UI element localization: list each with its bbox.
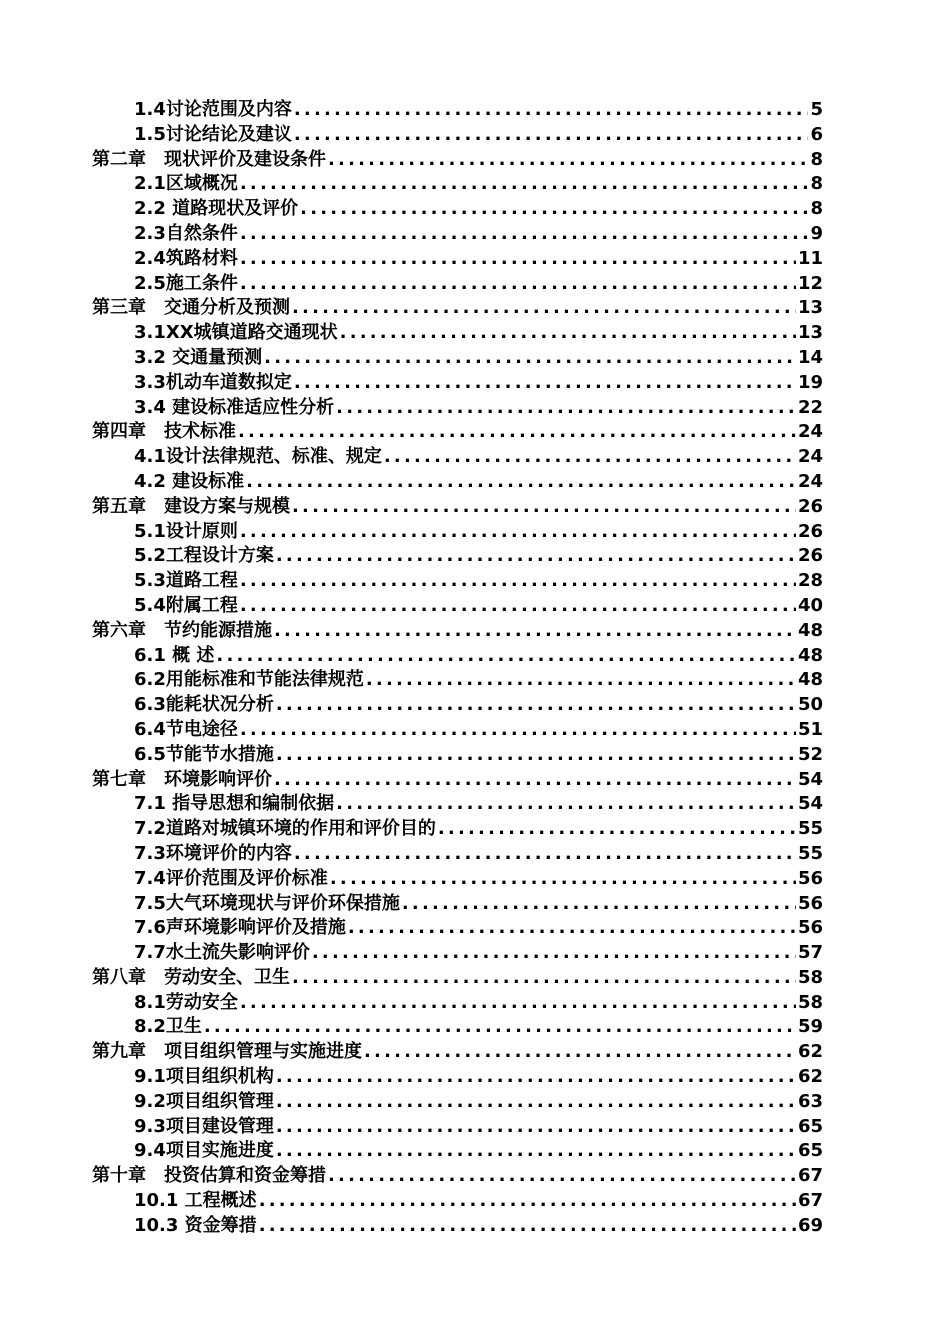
toc-chapter-entry[interactable] — [92, 1164, 823, 1189]
toc-page-number: 56 — [797, 892, 823, 914]
toc-section-entry[interactable] — [92, 321, 823, 346]
toc-page-number: 8 — [810, 148, 823, 170]
toc-dot-leader — [264, 346, 796, 371]
toc-entry-title: 6.4节电途径 — [134, 718, 238, 740]
toc-section-entry[interactable] — [92, 1115, 823, 1140]
toc-dot-leader — [274, 768, 796, 793]
toc-entry-title: 2.2 道路现状及评价 — [134, 198, 299, 220]
toc-section-entry[interactable] — [92, 941, 823, 966]
toc-section-entry[interactable] — [92, 1189, 823, 1214]
toc-page-number: 19 — [797, 371, 823, 393]
toc-entry-title: 4.2 建设标准 — [134, 470, 245, 492]
toc-entry-title: 7.1 指导思想和编制依据 — [134, 793, 335, 815]
toc-entry-title: 5.4附属工程 — [134, 594, 238, 616]
toc-dot-leader — [402, 892, 796, 917]
toc-dot-leader — [240, 222, 809, 247]
toc-section-entry[interactable] — [92, 718, 823, 743]
toc-entry-title: 7.7水土流失影响评价 — [134, 942, 310, 964]
toc-page-number: 26 — [797, 545, 823, 567]
toc-dot-leader — [294, 123, 809, 148]
toc-entry-title: 2.3自然条件 — [134, 222, 238, 244]
toc-entry-title: 1.5讨论结论及建议 — [134, 123, 292, 145]
toc-page-number: 51 — [797, 718, 823, 740]
toc-dot-leader — [274, 619, 796, 644]
toc-dot-leader — [328, 148, 808, 173]
toc-entry-title: 第七章 环境影响评价 — [92, 768, 272, 790]
toc-page-number: 26 — [797, 495, 823, 517]
toc-dot-leader — [240, 569, 796, 594]
toc-section-entry[interactable] — [92, 544, 823, 569]
toc-page-number: 9 — [810, 222, 823, 244]
table-of-contents — [92, 98, 823, 1239]
toc-dot-leader — [294, 842, 796, 867]
toc-section-entry[interactable] — [92, 743, 823, 768]
toc-page-number: 48 — [797, 669, 823, 691]
toc-dot-leader — [276, 1090, 796, 1115]
toc-dot-leader — [276, 1115, 796, 1140]
toc-entry-title: 10.1 工程概述 — [134, 1190, 257, 1212]
toc-entry-title: 5.3道路工程 — [134, 570, 238, 592]
toc-page-number: 69 — [797, 1214, 823, 1236]
toc-section-entry[interactable] — [92, 668, 823, 693]
toc-page-number: 65 — [797, 1140, 823, 1162]
toc-dot-leader — [438, 817, 796, 842]
toc-section-entry[interactable] — [92, 346, 823, 371]
toc-page-number: 13 — [797, 322, 823, 344]
toc-entry-title: 第六章 节约能源措施 — [92, 619, 272, 641]
toc-section-entry[interactable] — [92, 644, 823, 669]
toc-section-entry[interactable] — [92, 569, 823, 594]
toc-section-entry[interactable] — [92, 1139, 823, 1164]
toc-section-entry[interactable] — [92, 594, 823, 619]
toc-entry-title: 第八章 劳动安全、卫生 — [92, 966, 290, 988]
toc-dot-leader — [240, 520, 796, 545]
toc-section-entry[interactable] — [92, 470, 823, 495]
toc-page-number: 11 — [797, 247, 823, 269]
toc-entry-title: 8.2卫生 — [134, 1016, 202, 1038]
toc-dot-leader — [336, 396, 796, 421]
toc-page-number: 48 — [797, 644, 823, 666]
toc-chapter-entry[interactable] — [92, 495, 823, 520]
toc-entry-title: 第四章 技术标准 — [92, 421, 236, 443]
toc-page-number: 26 — [797, 520, 823, 542]
toc-entry-title: 4.1设计法律规范、标准、规定 — [134, 446, 382, 468]
toc-dot-leader — [294, 98, 809, 123]
toc-page-number: 52 — [797, 743, 823, 765]
toc-page-number: 56 — [797, 917, 823, 939]
toc-dot-leader — [276, 1065, 796, 1090]
toc-entry-title: 7.6声环境影响评价及措施 — [134, 917, 346, 939]
toc-dot-leader — [292, 966, 796, 991]
toc-section-entry[interactable] — [92, 892, 823, 917]
toc-chapter-entry[interactable] — [92, 966, 823, 991]
toc-entry-title: 6.2用能标准和节能法律规范 — [134, 669, 364, 691]
toc-dot-leader — [364, 1040, 796, 1065]
toc-entry-title: 第二章 现状评价及建设条件 — [92, 148, 326, 170]
toc-entry-title: 3.4 建设标准适应性分析 — [134, 396, 335, 418]
toc-dot-leader — [292, 296, 796, 321]
toc-page-number: 48 — [797, 619, 823, 641]
toc-page-number: 55 — [797, 842, 823, 864]
toc-section-entry[interactable] — [92, 1065, 823, 1090]
toc-page-number: 54 — [797, 768, 823, 790]
toc-page-number: 67 — [797, 1190, 823, 1212]
toc-page-number: 62 — [797, 1041, 823, 1063]
toc-entry-title: 第九章 项目组织管理与实施进度 — [92, 1041, 362, 1063]
toc-entry-title: 2.1区域概况 — [134, 173, 238, 195]
toc-entry-title: 第十章 投资估算和资金筹措 — [92, 1165, 326, 1187]
toc-section-entry[interactable] — [92, 916, 823, 941]
toc-section-entry[interactable] — [92, 1214, 823, 1239]
toc-page-number: 50 — [797, 694, 823, 716]
toc-entry-title: 9.4项目实施进度 — [134, 1140, 274, 1162]
toc-entry-title: 5.2工程设计方案 — [134, 545, 274, 567]
toc-dot-leader — [276, 1139, 796, 1164]
toc-page-number: 56 — [797, 867, 823, 889]
toc-entry-title: 2.5施工条件 — [134, 272, 238, 294]
toc-page-number: 24 — [797, 470, 823, 492]
toc-dot-leader — [340, 321, 796, 346]
toc-entry-title: 3.1XX城镇道路交通现状 — [134, 322, 338, 344]
toc-section-entry[interactable] — [92, 396, 823, 421]
toc-section-entry[interactable] — [92, 991, 823, 1016]
toc-entry-title: 7.4评价范围及评价标准 — [134, 867, 328, 889]
toc-entry-title: 9.2项目组织管理 — [134, 1090, 274, 1112]
toc-dot-leader — [294, 371, 796, 396]
toc-chapter-entry[interactable] — [92, 619, 823, 644]
toc-section-entry[interactable] — [92, 272, 823, 297]
toc-entry-title: 8.1劳动安全 — [134, 991, 238, 1013]
toc-dot-leader — [292, 495, 796, 520]
toc-page-number: 12 — [797, 272, 823, 294]
toc-dot-leader — [312, 941, 796, 966]
toc-section-entry[interactable] — [92, 867, 823, 892]
toc-dot-leader — [276, 743, 796, 768]
toc-page-number: 6 — [810, 123, 823, 145]
toc-dot-leader — [276, 544, 796, 569]
toc-page-number: 8 — [810, 173, 823, 195]
toc-dot-leader — [336, 792, 796, 817]
toc-dot-leader — [384, 445, 796, 470]
toc-dot-leader — [348, 916, 796, 941]
toc-dot-leader — [328, 1164, 796, 1189]
toc-chapter-entry[interactable] — [92, 148, 823, 173]
toc-section-entry[interactable] — [92, 197, 823, 222]
toc-dot-leader — [330, 867, 796, 892]
toc-entry-title: 7.3环境评价的内容 — [134, 842, 292, 864]
toc-page-number: 54 — [797, 793, 823, 815]
toc-page-number: 22 — [797, 396, 823, 418]
toc-section-entry[interactable] — [92, 123, 823, 148]
toc-dot-leader — [216, 644, 796, 669]
toc-entry-title: 1.4讨论范围及内容 — [134, 99, 292, 120]
toc-section-entry[interactable] — [92, 172, 823, 197]
toc-section-entry[interactable] — [92, 520, 823, 545]
toc-page-number: 28 — [797, 570, 823, 592]
toc-page-number: 24 — [797, 446, 823, 468]
toc-section-entry[interactable] — [92, 371, 823, 396]
toc-section-entry[interactable] — [92, 247, 823, 272]
toc-entry-title: 9.3项目建设管理 — [134, 1115, 274, 1137]
toc-entry-title: 7.5大气环境现状与评价环保措施 — [134, 892, 400, 914]
toc-section-entry[interactable] — [92, 792, 823, 817]
toc-dot-leader — [240, 172, 809, 197]
toc-section-entry[interactable] — [92, 842, 823, 867]
toc-page-number: 40 — [797, 594, 823, 616]
toc-page-number: 58 — [797, 966, 823, 988]
toc-entry-title: 9.1项目组织机构 — [134, 1066, 274, 1088]
toc-chapter-entry[interactable] — [92, 296, 823, 321]
toc-entry-title: 6.1 概 述 — [134, 644, 215, 666]
toc-entry-title: 3.2 交通量预测 — [134, 346, 263, 368]
toc-page-number: 58 — [797, 991, 823, 1013]
toc-chapter-entry[interactable] — [92, 768, 823, 793]
toc-section-entry[interactable] — [92, 1015, 823, 1040]
toc-page-number: 55 — [797, 818, 823, 840]
toc-dot-leader — [259, 1214, 796, 1239]
toc-entry-title: 5.1设计原则 — [134, 520, 238, 542]
toc-entry-title: 6.5节能节水措施 — [134, 743, 274, 765]
toc-dot-leader — [366, 668, 796, 693]
toc-dot-leader — [259, 1189, 796, 1214]
toc-page-number: 67 — [797, 1165, 823, 1187]
toc-entry-title: 7.2道路对城镇环境的作用和评价目的 — [134, 818, 436, 840]
toc-page-number: 63 — [797, 1090, 823, 1112]
toc-dot-leader — [204, 1015, 796, 1040]
toc-page-number: 8 — [810, 198, 823, 220]
toc-dot-leader — [276, 693, 796, 718]
toc-page-number: 5 — [810, 99, 823, 120]
toc-dot-leader — [240, 272, 796, 297]
toc-entry-title: 第五章 建设方案与规模 — [92, 495, 290, 517]
toc-section-entry[interactable] — [92, 222, 823, 247]
toc-dot-leader — [300, 197, 808, 222]
toc-entry-title: 2.4筑路材料 — [134, 247, 238, 269]
toc-section-entry[interactable] — [92, 693, 823, 718]
toc-chapter-entry[interactable] — [92, 420, 823, 445]
toc-dot-leader — [240, 594, 796, 619]
toc-page-number: 13 — [797, 297, 823, 319]
toc-dot-leader — [238, 420, 796, 445]
toc-section-entry[interactable] — [92, 817, 823, 842]
toc-page-number: 14 — [797, 346, 823, 368]
toc-dot-leader — [240, 718, 796, 743]
toc-page-number: 57 — [797, 942, 823, 964]
toc-dot-leader — [240, 991, 796, 1016]
toc-entry-title: 6.3能耗状况分析 — [134, 694, 274, 716]
toc-entry-title: 第三章 交通分析及预测 — [92, 297, 290, 319]
toc-section-entry[interactable] — [92, 445, 823, 470]
toc-entry-title: 3.3机动车道数拟定 — [134, 371, 292, 393]
toc-page-number: 62 — [797, 1066, 823, 1088]
toc-dot-leader — [240, 247, 796, 272]
toc-entry-title: 10.3 资金筹措 — [134, 1214, 257, 1236]
toc-chapter-entry[interactable] — [92, 1040, 823, 1065]
toc-page-number: 65 — [797, 1115, 823, 1137]
toc-page-number: 59 — [797, 1016, 823, 1038]
toc-section-entry[interactable] — [92, 1090, 823, 1115]
toc-section-entry[interactable] — [92, 98, 823, 123]
toc-dot-leader — [246, 470, 796, 495]
toc-page-number: 24 — [797, 421, 823, 443]
